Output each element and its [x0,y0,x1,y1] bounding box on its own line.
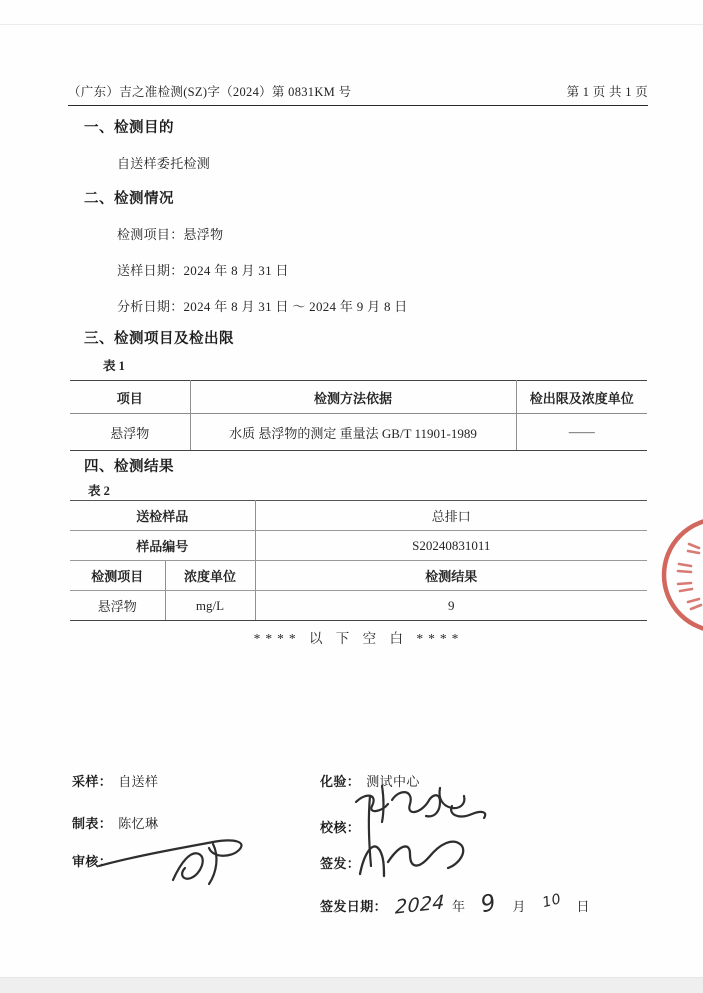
table2-result-row [70,591,647,621]
red-seal-stamp [640,508,703,648]
table1-cell-method: 水质 悬浮物的测定 重量法 GB/T 11901-1989 [190,414,516,451]
table2-sample-no-value: S20240831011 [255,531,647,561]
table1-method-limits [70,380,647,451]
table1-header-method: 检测方法依据 [190,381,516,414]
situation-item-project: 检测项目：悬浮物 [117,227,224,242]
table2-sample-label: 送检样品 [70,501,255,531]
table2-sample-no-row [70,531,647,561]
issue-label: 签发： [320,856,361,871]
table2-sample-no-label: 样品编号 [70,531,255,561]
table2-sample-row [70,501,647,531]
page-number: 第 1 页 共 1 页 [566,85,648,99]
handwritten-day: 10 [540,891,563,912]
table1-header-row [70,381,647,414]
table1-data-row [70,414,647,451]
table2-sample-value: 总排口 [255,501,647,531]
tabulation-value: 陈忆琳 [118,816,159,831]
section-title-results: 四、检测结果 [84,459,174,475]
table2-caption: 表 2 [88,484,110,498]
table1-cell-item: 悬浮物 [70,414,190,451]
sampling-label: 采样： [72,774,113,789]
purpose-text: 自送样委托检测 [117,156,211,171]
page-header [68,82,648,106]
below-blank-note: **** 以 下 空 白 **** [253,631,464,646]
issuer-signature [352,828,482,882]
table2-cell-item: 悬浮物 [70,591,165,621]
table2-header-unit: 浓度单位 [165,561,255,591]
reviewer-signature [95,828,265,886]
table1-caption: 表 1 [103,359,125,373]
situation-item-analysis-date: 分析日期：2024 年 8 月 31 日 ～ 2024 年 9 月 8 日 [117,299,408,314]
doc-number: （广东）吉之准检测(SZ)字（2024）第 0831KM 号 [68,85,352,99]
year-unit: 年 [451,899,466,914]
lab-value: 测试中心 [366,774,420,789]
table1-header-item: 项目 [70,381,190,414]
lab-label: 化验： [320,774,361,789]
section-title-situation: 二、检测情况 [84,191,174,207]
table2-header-result: 检测结果 [255,561,647,591]
section-title-items-limits: 三、检测项目及检出限 [84,331,234,347]
handwritten-year: 2024 [394,891,446,919]
scan-artifact-bottom-edge [0,977,703,993]
section-title-purpose: 一、检测目的 [84,120,174,136]
table2-cell-unit: mg/L [165,591,255,621]
month-unit: 月 [512,899,526,914]
table1-cell-limit: —— [516,414,647,451]
table2-header-item: 检测项目 [70,561,165,591]
issue-date-field [320,891,590,917]
sampling-value: 自送样 [118,774,159,789]
sampling-field [72,771,158,790]
table2-results [70,500,647,621]
check-label: 校核： [320,820,361,835]
handwritten-month: 9 [478,889,499,919]
table2-result-header-row [70,561,647,591]
scan-artifact-top-line [0,24,703,25]
review-label: 审核： [72,854,113,869]
issue-date-label: 签发日期： [320,899,388,914]
situation-item-delivery-date: 送样日期：2024 年 8 月 31 日 [117,263,289,278]
table2-cell-result: 9 [255,591,647,621]
table1-header-limit: 检出限及浓度单位 [516,381,647,414]
day-unit: 日 [576,899,590,914]
tabulation-label: 制表： [72,816,113,831]
